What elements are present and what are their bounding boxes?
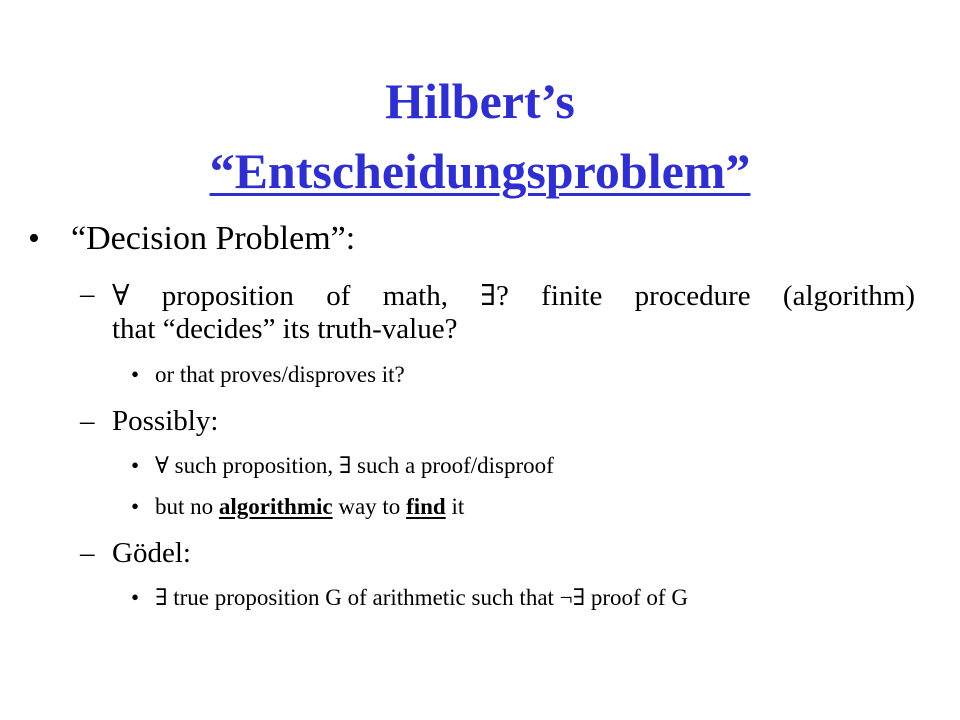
- decision-problem-heading: “Decision Problem”:: [71, 220, 356, 257]
- such-proof-text: ∀ such proposition, ∃ such a proof/disproof: [155, 453, 554, 478]
- proposition-line-2: that “decides” its truth-value?: [112, 313, 458, 345]
- possibly-heading: Possibly:: [112, 405, 219, 437]
- dash-2: –: [80, 405, 95, 437]
- algorithmic-emphasis: algorithmic: [218, 494, 333, 519]
- dash-3: –: [80, 537, 95, 569]
- proves-disproves-text: or that proves/disproves it?: [155, 362, 405, 387]
- bullet-1: •: [28, 220, 40, 257]
- no-algorithm-text: [155, 494, 464, 520]
- no-algorithm-mid: way to: [332, 494, 407, 519]
- no-algorithm-pre: but no: [155, 494, 219, 519]
- no-algorithm-post: it: [445, 494, 465, 519]
- title-line-2-text: “Entscheidungsproblem”: [209, 143, 751, 199]
- bullet-3a: •: [131, 362, 140, 387]
- godel-proposition-text: ∃ true proposition G of arithmetic such that ¬∃ proof of G: [155, 585, 688, 610]
- bullet-3d: •: [131, 585, 140, 610]
- title-line-1: Hilbert’s: [385, 73, 575, 129]
- find-emphasis: find: [406, 494, 446, 519]
- title-line-2: [0, 136, 960, 206]
- bullet-3c: •: [131, 494, 140, 519]
- dash-1: –: [80, 278, 95, 310]
- slide-title: [0, 66, 960, 206]
- proposition-line-1: ∀ proposition of math, ∃? finite procedure (algorithm): [112, 280, 915, 312]
- godel-heading: Gödel:: [112, 537, 191, 569]
- bullet-3b: •: [131, 453, 140, 478]
